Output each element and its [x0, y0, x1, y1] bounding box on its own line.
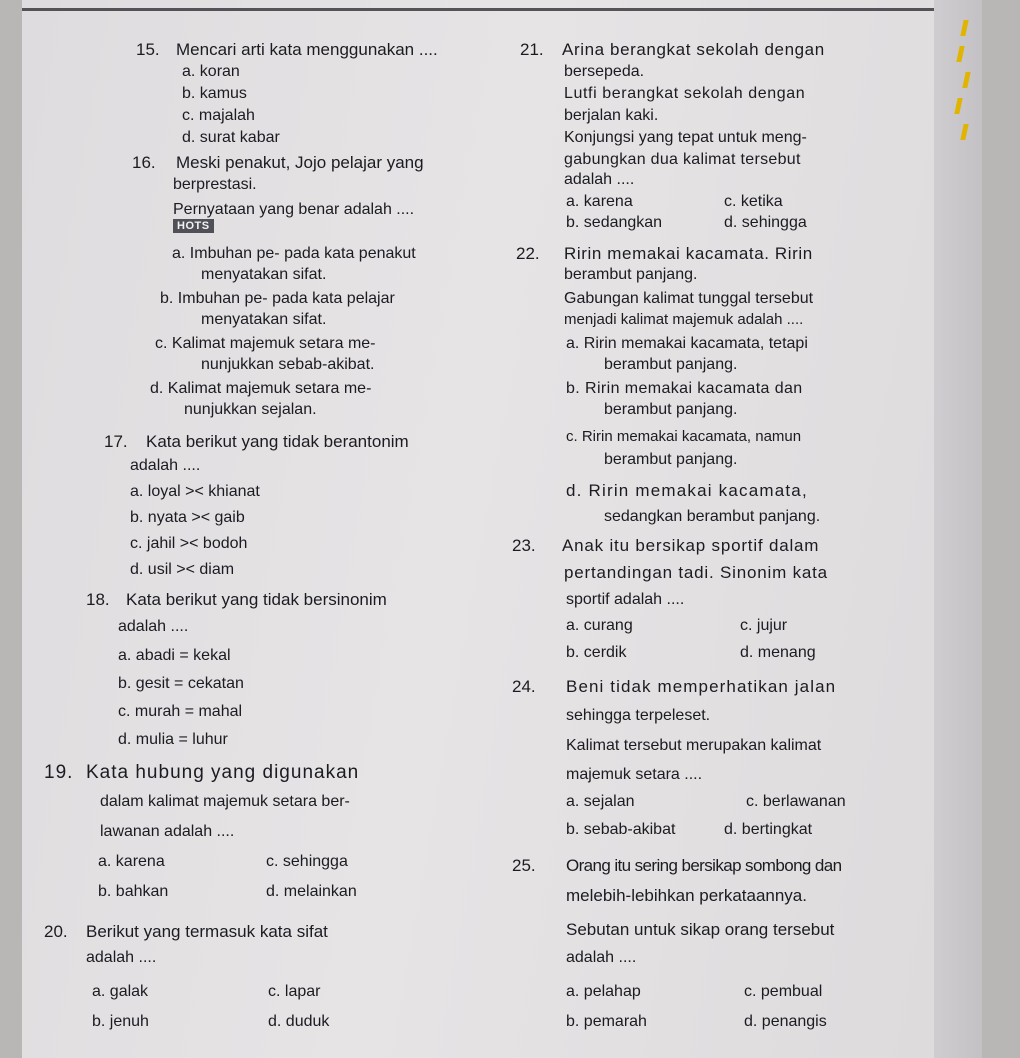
q16-number: 16. [132, 153, 156, 172]
q24-line: Beni tidak memperhatikan jalan [566, 677, 837, 696]
q18-option-d: d. mulia = luhur [118, 731, 228, 748]
q22-option-b: b. Ririn memakai kacamata dan [566, 380, 803, 397]
q24-option-a: a. sejalan [566, 793, 635, 810]
q20-number: 20. [44, 922, 68, 941]
q18-option-b: b. gesit = cekatan [118, 675, 244, 692]
q22-option-c: c. Ririn memakai kacamata, namun [566, 428, 802, 445]
q16-option-a-cont: menyatakan sifat. [201, 266, 327, 283]
q21-line: Lutfi berangkat sekolah dengan [564, 85, 806, 102]
q23-option-b: b. cerdik [566, 644, 627, 661]
q25-line: melebih-lebihkan perkataannya. [566, 886, 807, 905]
q22-option-d: d. Ririn memakai kacamata, [566, 481, 808, 500]
q18-number: 18. [86, 590, 110, 609]
q25-line: Sebutan untuk sikap orang tersebut [566, 920, 835, 939]
q22-option-c-cont: berambut panjang. [604, 451, 738, 468]
q17-number: 17. [104, 432, 128, 451]
q23-option-a: a. curang [566, 617, 633, 634]
q17-option-d: d. usil >< diam [130, 561, 235, 578]
q18-line: adalah .... [118, 618, 189, 635]
q20-line: adalah .... [86, 949, 157, 966]
q19-line: lawanan adalah .... [100, 823, 235, 840]
q21-line: Arina berangkat sekolah dengan [562, 40, 825, 59]
hots-badge: HOTS [173, 219, 214, 233]
q23-line: Anak itu bersikap sportif dalam [562, 536, 820, 555]
q16-option-b: b. Imbuhan pe- pada kata pelajar [160, 290, 395, 307]
q23-option-c: c. jujur [740, 617, 788, 634]
q19-line: dalam kalimat majemuk setara ber- [100, 793, 350, 810]
q25-option-c: c. pembual [744, 983, 823, 1000]
q21-line: bersepeda. [564, 63, 645, 80]
q20-option-c: c. lapar [268, 983, 321, 1000]
q18-option-a: a. abadi = kekal [118, 647, 231, 664]
q17-line: Kata berikut yang tidak berantonim [146, 432, 409, 451]
side-mark [962, 72, 970, 88]
q19-option-d: d. melainkan [266, 883, 357, 900]
q17-option-c: c. jahil >< bodoh [130, 535, 248, 552]
q17-line: adalah .... [130, 457, 201, 474]
q22-option-b-cont: berambut panjang. [604, 401, 738, 418]
q24-line: sehingga terpeleset. [566, 707, 711, 724]
q16-line: Pernyataan yang benar adalah .... [173, 201, 415, 218]
q24-line: Kalimat tersebut merupakan kalimat [566, 737, 822, 754]
side-mark [960, 20, 968, 36]
side-mark [956, 46, 964, 62]
q25-number: 25. [512, 856, 536, 875]
q22-option-a: a. Ririn memakai kacamata, tetapi [566, 335, 808, 352]
q19-option-a: a. karena [98, 853, 165, 870]
q19-option-b: b. bahkan [98, 883, 169, 900]
q23-line: sportif adalah .... [566, 591, 685, 608]
q25-option-d: d. penangis [744, 1013, 827, 1030]
q21-option-c: c. ketika [724, 193, 783, 210]
q16-option-c: c. Kalimat majemuk setara me- [155, 335, 376, 352]
q15-option-a: a. koran [182, 63, 240, 80]
side-marks [948, 20, 976, 140]
q16-line: Meski penakut, Jojo pelajar yang [176, 153, 424, 172]
q18-option-c: c. murah = mahal [118, 703, 243, 720]
q24-number: 24. [512, 677, 536, 696]
q22-option-d-cont: sedangkan berambut panjang. [604, 508, 821, 525]
q15-text: Mencari arti kata menggunakan .... [176, 40, 438, 59]
q16-option-d: d. Kalimat majemuk setara me- [150, 380, 372, 397]
q21-number: 21. [520, 40, 544, 59]
q24-option-d: d. bertingkat [724, 821, 813, 838]
q23-number: 23. [512, 536, 536, 555]
q19-line: Kata hubung yang digunakan [86, 762, 360, 783]
q25-option-b: b. pemarah [566, 1013, 647, 1030]
q22-line: Ririn memakai kacamata. Ririn [564, 244, 813, 263]
q20-option-b: b. jenuh [92, 1013, 149, 1030]
q19-number: 19. [44, 762, 74, 783]
q21-line: berjalan kaki. [564, 107, 659, 124]
q22-number: 22. [516, 244, 540, 263]
q16-option-b-cont: menyatakan sifat. [201, 311, 327, 328]
q16-option-c-cont: nunjukkan sebab-akibat. [201, 356, 375, 373]
side-mark [954, 98, 962, 114]
side-mark [960, 124, 968, 140]
q20-option-a: a. galak [92, 983, 149, 1000]
q21-option-a: a. karena [566, 193, 633, 210]
q21-line: adalah .... [564, 171, 635, 188]
q18-line: Kata berikut yang tidak bersinonim [126, 590, 387, 609]
q22-option-a-cont: berambut panjang. [604, 356, 738, 373]
q25-line: Orang itu sering bersikap sombong dan [566, 856, 842, 875]
q21-line: gabungkan dua kalimat tersebut [564, 151, 801, 168]
q15-number: 15. [136, 40, 160, 59]
q23-line: pertandingan tadi. Sinonim kata [564, 563, 828, 582]
q23-option-d: d. menang [740, 644, 816, 661]
q22-line: menjadi kalimat majemuk adalah .... [564, 311, 804, 328]
q20-option-d: d. duduk [268, 1013, 330, 1030]
page-edge [934, 0, 982, 1058]
q15-option-b: b. kamus [182, 85, 247, 102]
q21-option-b: b. sedangkan [566, 214, 663, 231]
q25-option-a: a. pelahap [566, 983, 641, 1000]
q22-line: Gabungan kalimat tunggal tersebut [564, 290, 814, 307]
q17-option-a: a. loyal >< khianat [130, 483, 260, 500]
q16-option-a: a. Imbuhan pe- pada kata penakut [172, 245, 416, 262]
q25-line: adalah .... [566, 949, 637, 966]
q22-line: berambut panjang. [564, 266, 698, 283]
q24-option-c: c. berlawanan [746, 793, 846, 810]
q24-option-b: b. sebab-akibat [566, 821, 676, 838]
q21-line: Konjungsi yang tepat untuk meng- [564, 129, 807, 146]
q16-option-d-cont: nunjukkan sejalan. [184, 401, 317, 418]
q17-option-b: b. nyata >< gaib [130, 509, 245, 526]
q15-option-c: c. majalah [182, 107, 255, 124]
q15-option-d: d. surat kabar [182, 129, 280, 146]
q24-line: majemuk setara .... [566, 766, 703, 783]
q21-option-d: d. sehingga [724, 214, 807, 231]
q19-option-c: c. sehingga [266, 853, 348, 870]
q20-line: Berikut yang termasuk kata sifat [86, 922, 328, 941]
q16-line: berprestasi. [173, 176, 257, 193]
